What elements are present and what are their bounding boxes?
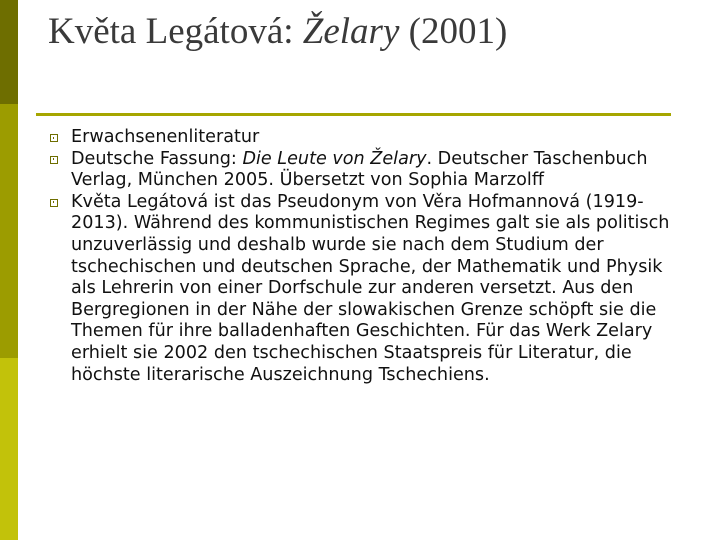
slide-title xyxy=(48,10,507,54)
bullet-text: Erwachsenenliteratur xyxy=(71,127,260,147)
bullet-item-german-edition xyxy=(50,149,680,192)
sidebar-accent-top xyxy=(0,0,18,104)
title-year: (2001) xyxy=(399,11,508,52)
bullet-item-author-bio xyxy=(50,192,680,386)
bullet-text-end: . Deutscher Taschenbuch Verlag, München 2005. Übersetzt von Sophia Marzolff xyxy=(71,148,648,191)
bullet-book-title: Die Leute von Želary xyxy=(242,148,427,169)
sidebar-accent-bottom xyxy=(0,358,18,540)
square-bullet-icon xyxy=(50,199,58,207)
bullet-text-start: Deutsche Fassung: xyxy=(71,148,243,169)
title-book-name: Želary xyxy=(302,11,400,52)
bullet-item-genre xyxy=(50,127,680,149)
title-text-start: Květa Legátová: xyxy=(48,11,303,52)
bullet-list xyxy=(50,127,680,386)
square-bullet-icon xyxy=(50,134,58,142)
square-bullet-icon xyxy=(50,156,58,164)
title-divider xyxy=(36,113,671,116)
sidebar-accent-middle xyxy=(0,104,18,358)
bullet-text: Květa Legátová ist das Pseudonym von Věra Hofmannová (1919-2013). Während des kommunistischen Regimes galt sie als politisch unzuverlässig und deshalb wurde sie nach dem Studium der tschechischen und deutschen Sprache, der Mathematik und Physik als Lehrerin von einer Dorfschule zur anderen versetzt. Aus den Bergregionen in der Nähe der slowakischen Grenze schöpft sie die Themen für ihre balladenhaften Geschichten. Für das Werk Zelary erhielt sie 2002 den tschechischen Staatspreis für Literatur, die höchste literarische Auszeichnung Tschechiens. xyxy=(71,191,670,385)
